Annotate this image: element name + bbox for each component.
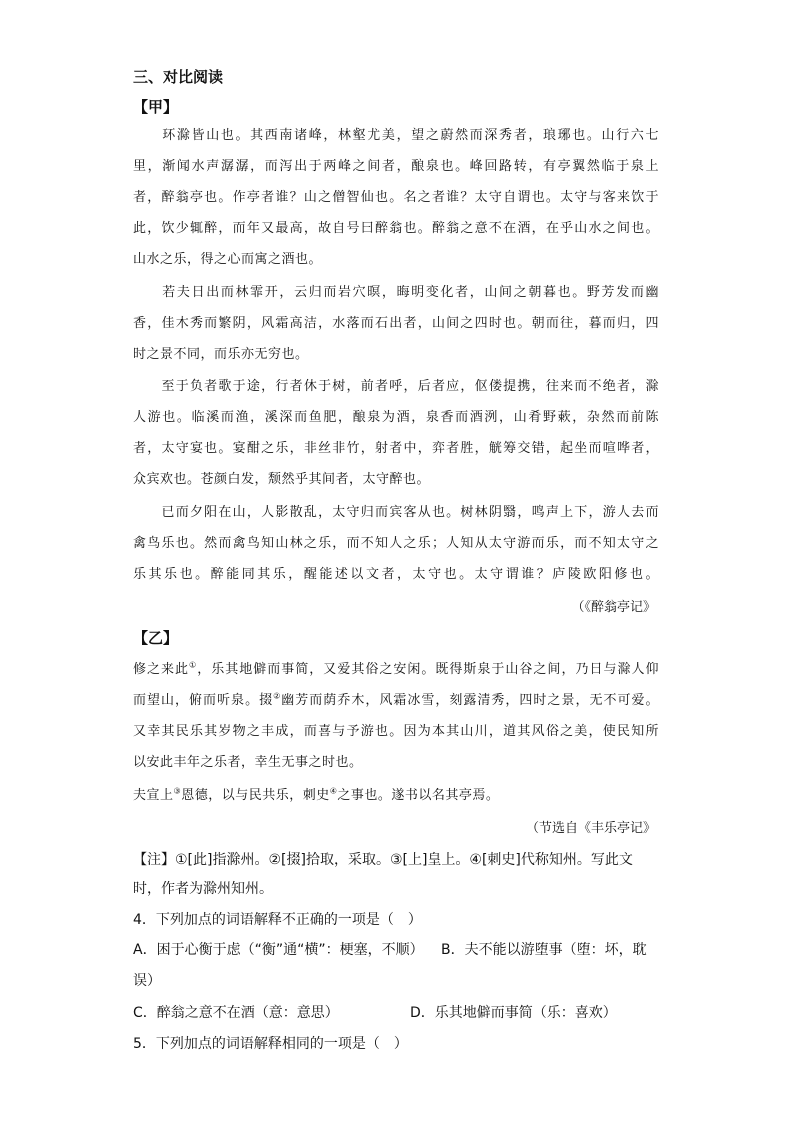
passage-jia-line: 者，醉翁亭也。作亭者谁？山之僧智仙也。名之者谁？太守自谓也。太守与客来饮于 [133, 190, 659, 205]
passage-yi-label: 【乙】 [133, 629, 179, 647]
passage-yi-line [133, 784, 659, 803]
passage-jia-line: 里，渐闻水声潺潺，而泻出于两峰之间者，酿泉也。峰回路转，有亭翼然临于泉上 [133, 159, 659, 174]
passage-jia-line: 已而夕阳在山，人影散乱，太守归而宾客从也。树林阴翳，鸣声上下，游人去而 [133, 505, 659, 520]
passage-jia-line: 香，佳木秀而繁阴，风霜高洁，水落而石出者，山间之四时也。朝而往，暮而归，四 [133, 316, 659, 331]
section-title: 三、对比阅读 [133, 68, 224, 86]
passage-jia-line: 环滁皆山也。其西南诸峰，林壑尤美，望之蔚然而深秀者，琅琊也。山行六七 [133, 128, 659, 143]
passage-jia-source: （《醉翁亭记》 [571, 600, 656, 615]
text-span: 幽芳而荫乔木，风霜冰雪，刻露清秀，四时之景，无不可爱。 [281, 693, 659, 708]
question-4-option-a: A．困于心衡于虑（“衡”通“横”：梗塞，不顺） [133, 942, 424, 958]
passage-yi-line [133, 658, 659, 677]
passage-jia-line: 至于负者歌于途，行者休于树，前者呼，后者应，伛偻提携，往来而不绝者，滁 [133, 379, 659, 394]
question-5-stem: 5．下列加点的词语解释相同的一项是（ ） [133, 1036, 408, 1052]
question-4-stem: 4．下列加点的词语解释不正确的一项是（ ） [133, 912, 422, 928]
question-4-option-b: B．夫不能以游堕事（堕：坏，耽 [441, 942, 647, 958]
passage-jia-line: 者，太守宴也。宴酣之乐，非丝非竹，射者中，弈者胜，觥筹交错，起坐而喧哗者， [133, 441, 659, 456]
notes-line: 【注】①[此]指滁州。②[掇]拾取，采取。③[上]皇上。④[刺史]代称知州。写此文 [133, 852, 633, 868]
passage-jia-line: 乐其乐也。醉能同其乐，醒能述以文者，太守也。太守谓谁？庐陵欧阳修也。 [133, 567, 659, 582]
footnote-mark: ① [189, 660, 198, 670]
footnote-mark: ③ [173, 786, 182, 796]
passage-yi-line: 又幸其民乐其岁物之丰成，而喜与予游也。因为本其山川，道其风俗之美，使民知所 [133, 724, 659, 739]
text-span: 恩德，以与民共乐，刺史 [181, 788, 330, 803]
text-span: 修之来此 [133, 662, 190, 677]
text-span: 之事也。遂书以名其亭焉。 [337, 788, 500, 803]
text-span: ，乐其地僻而事简，又爱其俗之安闲。既得斯泉于山谷之间，乃日与滁人仰 [197, 662, 659, 677]
passage-yi-line: 以安此丰年之乐者，幸生无事之时也。 [133, 755, 363, 770]
question-4-option-d: D．乐其地僻而事简（乐：喜欢） [410, 1005, 617, 1021]
text-span: 而望山，俯而听泉。掇 [133, 693, 274, 708]
passage-jia-line: 此，饮少辄醉，而年又最高，故自号曰醉翁也。醉翁之意不在酒，在乎山水之间也。 [133, 221, 659, 236]
passage-jia-line: 山水之乐，得之心而寓之酒也。 [133, 252, 323, 267]
passage-jia-line: 禽鸟乐也。然而禽鸟知山林之乐，而不知人之乐；人知从太守游而乐，而不知太守之 [133, 536, 659, 551]
question-4-option-c: C．醉翁之意不在酒（意：意思） [133, 1005, 339, 1021]
text-span: 夫宣上 [133, 788, 174, 803]
footnote-mark: ④ [329, 786, 338, 796]
passage-jia-label: 【甲】 [133, 98, 179, 116]
passage-yi-line [133, 689, 659, 708]
question-4-option-b-cont: 误） [133, 973, 161, 989]
passage-jia-line: 时之景不同，而乐亦无穷也。 [133, 347, 309, 362]
passage-jia-line: 若夫日出而林霏开，云归而岩穴暝，晦明变化者，山间之朝暮也。野芳发而幽 [133, 285, 659, 300]
passage-jia-line: 众宾欢也。苍颜白发，颓然乎其间者，太守醉也。 [133, 472, 431, 487]
footnote-mark: ② [273, 691, 282, 701]
passage-yi-source: （节选自《丰乐亭记》 [525, 821, 656, 836]
notes-line: 时，作者为滁州知州。 [133, 881, 273, 897]
passage-jia-line: 人游也。临溪而渔，溪深而鱼肥，酿泉为酒，泉香而酒洌，山肴野蔌，杂然而前陈 [133, 410, 659, 425]
